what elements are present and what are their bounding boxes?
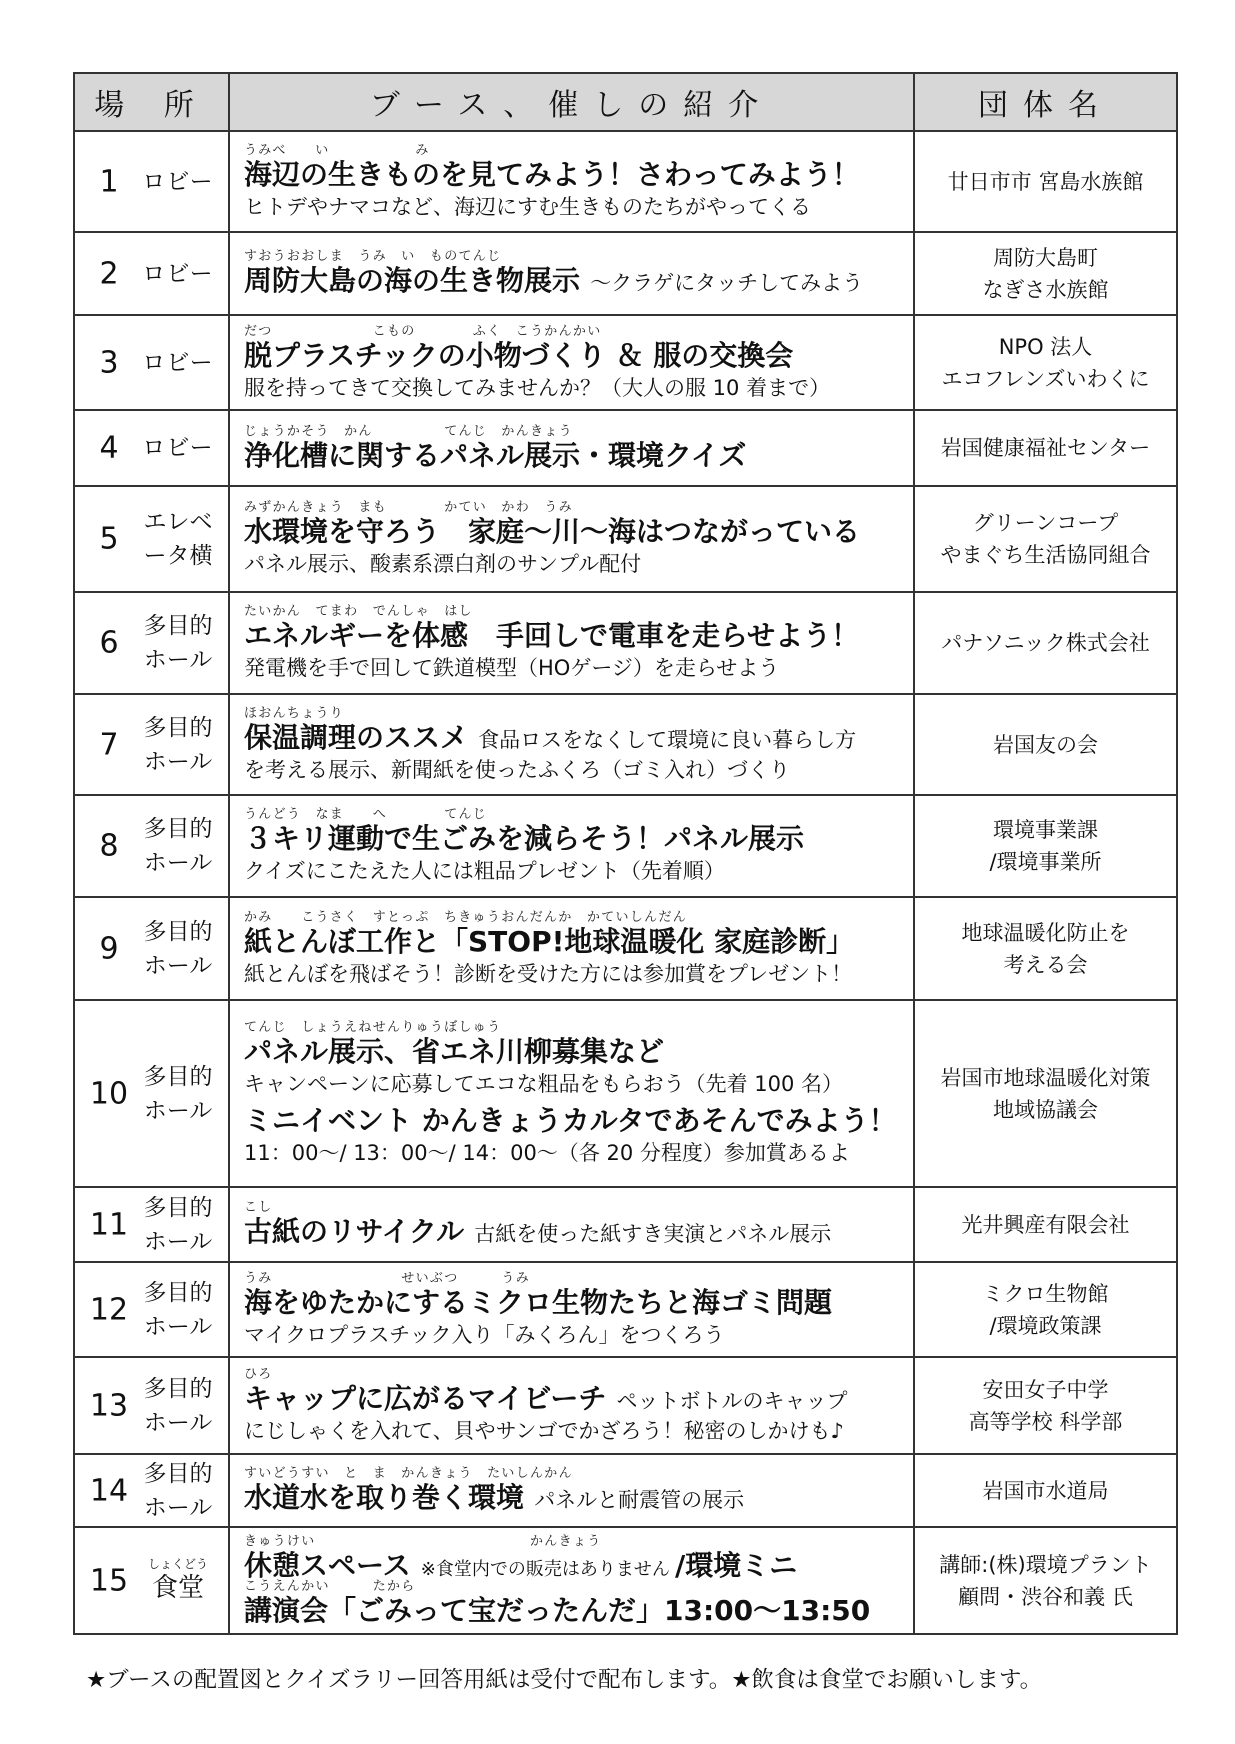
header-place: 場 所: [74, 73, 229, 131]
row-number: 14: [89, 1473, 129, 1508]
booth-description: ～クラゲにタッチしてみよう: [590, 271, 864, 295]
place-cell: [74, 232, 229, 315]
org-name-line1: 講師:(株)環境プラント: [939, 1552, 1152, 1577]
org-cell: [914, 232, 1177, 315]
org-name-line2: やまぐち生活協同組合: [940, 543, 1151, 567]
place-label-line2: ホール: [143, 1313, 213, 1340]
furigana: ほおんちょうり: [244, 705, 345, 721]
row-number: 12: [89, 1292, 129, 1327]
booth-title: 脱プラスチックの小物づくり ＆ 服の交換会: [244, 338, 794, 372]
header-booth: ブース、催しの紹介: [229, 73, 914, 131]
booth-title: 保温調理のススメ: [244, 720, 469, 754]
booth-description: 服を持ってきて交換してみませんか？（大人の服 10 着まで）: [244, 375, 831, 400]
booth-description: 発電機を手で回して鉄道模型（HOゲージ）を走らせよう: [244, 656, 780, 680]
booth-cell: [229, 1454, 914, 1527]
table-row: [74, 694, 1177, 795]
table-row: [74, 410, 1177, 486]
booth-title: 水環境を守ろう 家庭～川～海はつながっている: [244, 515, 861, 548]
booth-description-continued: にじしゃくを入れて、貝やサンゴでかざろう！秘密のしかけも♪: [244, 1418, 844, 1443]
booth-description: クイズにこたえた人には粗品プレゼント（先着順）: [244, 859, 725, 883]
org-name-line2: なぎさ水族館: [982, 277, 1109, 302]
place-cell: [74, 897, 229, 1000]
org-name: 廿日市市 宮島水族館: [947, 169, 1144, 194]
furigana: じょうかそう かん てんじ かんきょう: [244, 423, 573, 439]
org-name-line1: ミクロ生物館: [982, 1281, 1109, 1306]
booth-title: 古紙のリサイクル: [244, 1215, 465, 1248]
booth-title: 海をゆたかにするミクロ生物たちと海ゴミ問題: [244, 1285, 833, 1319]
booth-description: マイクロプラスチック入り「みくろん」をつくろう: [244, 1322, 725, 1347]
booth-title: エネルギーを体感 手回しで電車を走らせよう！: [244, 619, 860, 652]
row-number: 5: [99, 521, 119, 557]
org-name-line1: 地球温暖化防止を: [961, 920, 1130, 945]
place-label: ロビー: [142, 349, 214, 376]
booth-description: 食品ロスをなくして環境に良い暮らし方: [478, 727, 857, 752]
place-cell: [74, 1454, 229, 1527]
org-cell: [914, 410, 1177, 486]
furigana: きゅうけい かんきょう: [244, 1533, 602, 1549]
row-number: 13: [89, 1388, 129, 1423]
org-name-line2: 考える会: [1003, 952, 1088, 977]
booth-cell: [229, 795, 914, 897]
booth-description: パネル展示、酸素系漂白剤のサンプル配付: [244, 552, 642, 576]
booth-title: 海辺の生きものを見てみよう！さわってみよう！: [244, 157, 860, 191]
org-cell: [914, 1262, 1177, 1357]
org-cell: [914, 1454, 1177, 1527]
booth-note: ※食堂内での販売はありません: [420, 1558, 670, 1580]
furigana: だつ こもの ふく こうかんかい: [244, 323, 602, 339]
org-name: 岩国友の会: [993, 732, 1098, 757]
booth-title: 浄化槽に関するパネル展示・環境クイズ: [244, 438, 747, 472]
place-cell: [74, 410, 229, 486]
table-row: [74, 592, 1177, 694]
place-cell: [74, 592, 229, 694]
place-label-line1: 多目的: [143, 816, 213, 842]
row-number: 15: [89, 1563, 129, 1598]
org-cell: [914, 1187, 1177, 1262]
booth-cell: [229, 897, 914, 1000]
org-cell: [914, 795, 1177, 897]
place-label-line2: ホール: [143, 647, 213, 673]
booth-cell: [229, 410, 914, 486]
org-cell: [914, 592, 1177, 694]
booth-description: パネルと耐震管の展示: [534, 1488, 745, 1512]
org-name-line1: グリーンコープ: [972, 511, 1119, 535]
booth-title: キャップに広がるマイビーチ: [244, 1381, 607, 1415]
booth-cell: [229, 131, 914, 232]
booth-cell: [229, 315, 914, 410]
lecture-title: 講演会「ごみって宝だったんだ」13:00～13:50: [244, 1593, 871, 1627]
org-cell: [914, 315, 1177, 410]
furigana: うみべ い み: [244, 142, 430, 158]
booth-description: 古紙を使った紙すき実演とパネル展示: [474, 1222, 832, 1246]
place-label-line1: 多目的: [143, 1375, 213, 1402]
booth-description: ヒトデやナマコなど、海辺にすむ生きものたちがやってくる: [244, 194, 811, 219]
furigana: みずかんきょう まも かてい かわ うみ: [244, 500, 573, 515]
table-row: [74, 795, 1177, 897]
place-cell: [74, 315, 229, 410]
place-label-line1: 多目的: [143, 1063, 213, 1090]
place-furigana: しょくどう: [147, 1556, 208, 1571]
furigana: こし: [244, 1200, 273, 1215]
org-cell: [914, 486, 1177, 592]
place-label-line1: 多目的: [143, 1194, 213, 1221]
place-cell: [74, 795, 229, 897]
place-cell: [74, 1527, 229, 1634]
footer-note: [86, 1662, 1042, 1694]
org-name-line1: NPO 法人: [998, 334, 1093, 359]
booth-cell: [229, 1187, 914, 1262]
row-number: 7: [99, 727, 119, 762]
furigana: うみ せいぶつ うみ: [244, 1270, 531, 1286]
row-number: 10: [89, 1076, 129, 1111]
table-row: [74, 1187, 1177, 1262]
furigana: たいかん てまわ でんしゃ はし: [244, 604, 473, 619]
org-name: 光井興産有限会社: [961, 1212, 1130, 1237]
furigana: すいどうすい と ま かんきょう たいしんかん: [244, 1466, 573, 1481]
header-row: [74, 73, 1177, 131]
place-label: ロビー: [142, 168, 214, 195]
org-cell: [914, 1000, 1177, 1187]
booth-cell: [229, 232, 914, 315]
place-label-line2: ホール: [143, 1494, 213, 1521]
furigana: てんじ しょうえねせんりゅうぼしゅう: [244, 1020, 502, 1035]
mini-event-schedule: 11：00～/ 13：00～/ 14：00～（各 20 分程度）参加賞あるよ: [244, 1141, 850, 1165]
place-cell: [74, 486, 229, 592]
place-cell: [74, 131, 229, 232]
furigana: かみ こうさく すとっぷ ちきゅうおんだんか かていしんだん: [244, 909, 688, 925]
org-name-line2: 顧問・渋谷和義 氏: [958, 1584, 1133, 1609]
header-org: 団体名: [914, 73, 1177, 131]
booth-cell: [229, 1262, 914, 1357]
org-name-line2: 高等学校 科学部: [968, 1409, 1123, 1434]
booth-cell: [229, 694, 914, 795]
row-number: 11: [89, 1207, 129, 1242]
place-label: 食堂: [151, 1572, 204, 1603]
table-row: [74, 1000, 1177, 1187]
place-label-line1: 多目的: [143, 613, 213, 639]
booth-table: [73, 72, 1178, 1635]
booth-description: ペットボトルのキャップ: [616, 1388, 848, 1413]
place-label: ロビー: [142, 260, 214, 287]
table-row: [74, 1454, 1177, 1527]
event-table-sheet: [73, 72, 1176, 1635]
row-number: 2: [99, 256, 119, 291]
booth-title: 休憩スペース: [244, 1548, 411, 1582]
booth-title: ３キリ運動で生ごみを減らそう！パネル展示: [244, 822, 805, 855]
row-number: 8: [99, 828, 119, 864]
place-label-line2: ホール: [143, 1097, 213, 1124]
org-cell: [914, 1357, 1177, 1454]
table-row: [74, 1527, 1177, 1634]
org-name-line2: /環境政策課: [989, 1313, 1102, 1338]
org-name-line1: 環境事業課: [993, 818, 1098, 842]
place-label-line2: ホール: [143, 952, 213, 979]
row-number: 9: [99, 931, 119, 966]
place-label-line1: 多目的: [143, 1460, 213, 1487]
mini-event-title: ミニイベント かんきょうカルタであそんでみよう！: [244, 1104, 897, 1137]
booth-title: 水道水を取り巻く環境: [244, 1481, 525, 1514]
place-cell: [74, 694, 229, 795]
furigana-2: こうえんかい たから: [244, 1578, 416, 1594]
place-cell: [74, 1187, 229, 1262]
place-cell: [74, 1000, 229, 1187]
footer-note-left: ★ブースの配置図とクイズラリー回答用紙は受付で配布します。: [86, 1667, 732, 1693]
table-row: [74, 897, 1177, 1000]
row-number: 3: [99, 345, 119, 380]
org-name-line1: 岩国市地球温暖化対策: [940, 1065, 1151, 1090]
booth-cell: [229, 1000, 914, 1187]
org-name-line2: 地域協議会: [993, 1097, 1098, 1122]
furigana: すおうおおしま うみ い ものてんじ: [244, 249, 502, 264]
table-row: [74, 1262, 1177, 1357]
booth-description: 紙とんぼを飛ばそう！診断を受けた方には参加賞をプレゼント！: [244, 961, 853, 986]
place-cell: [74, 1357, 229, 1454]
org-name-line1: 安田女子中学: [982, 1377, 1109, 1402]
place-label: ロビー: [142, 435, 214, 461]
place-label-line1: 多目的: [143, 1279, 213, 1306]
row-number: 6: [99, 625, 119, 661]
furigana: うんどう なま へ てんじ: [244, 807, 488, 822]
org-name-line2: /環境事業所: [989, 850, 1102, 874]
place-label-line2: ータ横: [143, 543, 213, 569]
row-number: 4: [99, 430, 119, 466]
booth-title-tail: /環境ミニ: [674, 1548, 798, 1582]
org-name-line2: エコフレンズいわくに: [941, 366, 1150, 391]
booth-cell: [229, 486, 914, 592]
booth-cell: [229, 592, 914, 694]
place-label-line2: ホール: [143, 1228, 213, 1255]
org-cell: [914, 131, 1177, 232]
furigana: ひろ: [244, 1366, 273, 1382]
booth-cell: [229, 1527, 914, 1634]
booth-title: 周防大島の海の生き物展示: [244, 264, 581, 297]
place-label-line2: ホール: [143, 850, 213, 876]
place-label-line1: エレベ: [143, 509, 213, 535]
booth-title: パネル展示、省エネ川柳募集など: [244, 1035, 665, 1068]
place-label-line1: 多目的: [143, 714, 213, 741]
table-row: [74, 131, 1177, 232]
org-name-line1: 周防大島町: [993, 245, 1098, 270]
booth-cell: [229, 1357, 914, 1454]
place-label-line2: ホール: [143, 1409, 213, 1436]
booth-description-continued: を考える展示、新聞紙を使ったふくろ（ゴミ入れ）づくり: [244, 757, 790, 782]
table-row: [74, 315, 1177, 410]
footer-note-right: ★飲食は食堂でお願いします。: [731, 1667, 1043, 1693]
org-name: 岩国市水道局: [982, 1478, 1109, 1503]
table-row: [74, 232, 1177, 315]
org-cell: [914, 1527, 1177, 1634]
org-cell: [914, 897, 1177, 1000]
booth-description: キャンペーンに応募してエコな粗品をもらおう（先着 100 名）: [244, 1072, 844, 1096]
place-cell: [74, 1262, 229, 1357]
org-name: 岩国健康福祉センター: [940, 436, 1151, 460]
org-name: パナソニック株式会社: [941, 631, 1150, 655]
table-row: [74, 486, 1177, 592]
table-row: [74, 1357, 1177, 1454]
place-label-line1: 多目的: [143, 918, 213, 945]
row-number: 1: [99, 164, 119, 199]
booth-title: 紙とんぼ工作と「STOP!地球温暖化 家庭診断」: [244, 924, 855, 958]
org-cell: [914, 694, 1177, 795]
place-label-line2: ホール: [143, 748, 213, 775]
